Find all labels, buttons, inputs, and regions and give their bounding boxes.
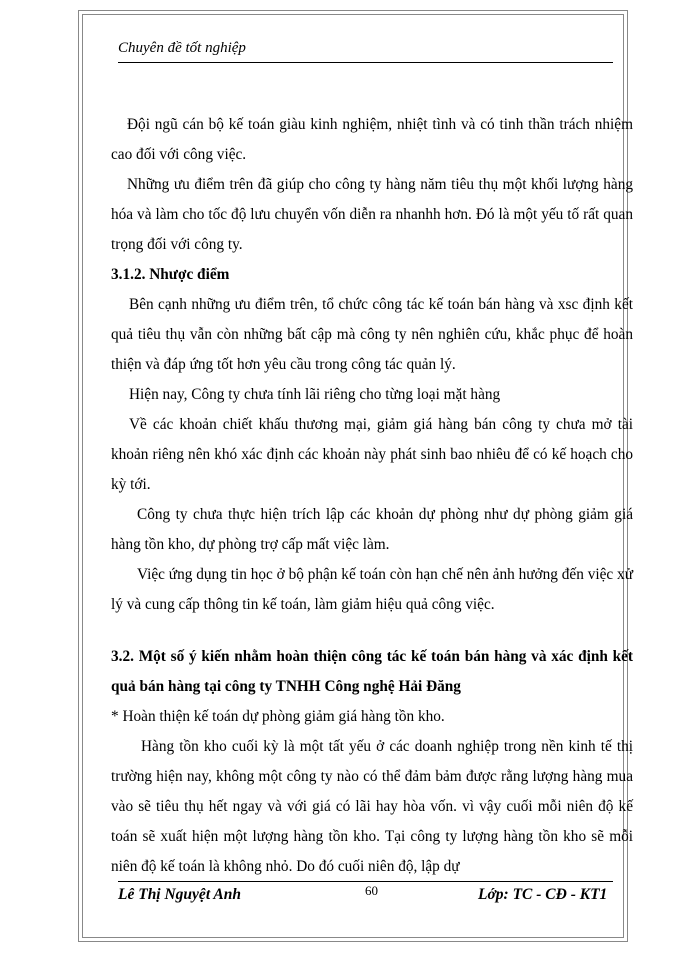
paragraph-provisions: Công ty chưa thực hiện trích lập các khoản dự phòng như dự phòng giảm giá hàng tồn kho, dự phòng trợ cấp mất việc làm. (111, 506, 633, 553)
footer-author: Lê Thị Nguyệt Anh (118, 886, 242, 903)
paragraph-inventory: Hàng tồn kho cuối kỳ là một tất yếu ở các doanh nghiệp trong nền kinh tế thị trường hiện nay, không một công ty nào có thể đảm bảm được rằng lượng hàng mua vào sẽ tiêu thụ hết ngay và với giá có lãi hay hòa vốn. vì vậy cuối mỗi niên độ kế toán sẽ xuất hiện một lượng hàng tồn kho. Tại công ty lượng hàng tồn kho sẽ mỗi niên độ kế toán là không nhỏ. Do đó cuối niên độ, lập dự (111, 738, 633, 875)
paragraph-profit-per-item: Hiện nay, Công ty chưa tính lãi riêng cho từng loại mặt hàng (129, 386, 501, 403)
section-heading-disadvantages: 3.1.2. Nhược điểm (111, 266, 230, 283)
page-number: 60 (365, 883, 378, 898)
bullet-inventory-provision: * Hoàn thiện kế toán dự phòng giảm giá hàng tồn kho. (111, 708, 445, 725)
paragraph-gap (111, 620, 633, 642)
paragraph-disadvantages-intro: Bên cạnh những ưu điểm trên, tổ chức công tác kế toán bán hàng và xsc định kết quả tiêu thụ vẫn còn những bất cập mà công ty nên nghiên cứu, khắc phục để hoàn thiện và đáp ứng tốt hơn yêu cầu trong công tác quản lý. (111, 296, 633, 373)
paragraph-it-application: Việc ứng dụng tin học ở bộ phận kế toán còn hạn chế nên ảnh hưởng đến việc xử lý và cung cấp thông tin kế toán, làm giảm hiệu quả công việc. (111, 566, 633, 613)
paragraph-discounts: Về các khoản chiết khấu thương mại, giảm giá hàng bán công ty chưa mở tài khoản riêng nên khó xác định các khoản này phát sinh bao nhiêu để có kế hoạch cho kỳ tới. (111, 416, 633, 493)
body-text (111, 110, 633, 882)
header-rule (118, 62, 613, 63)
paragraph-advantages-summary: Những ưu điểm trên đã giúp cho công ty hàng năm tiêu thụ một khối lượng hàng hóa và làm cho tốc độ lưu chuyển vốn diễn ra nhanhh hơn. Đó là một yếu tố rất quan trọng đối với công ty. (111, 176, 633, 253)
footer-rule (118, 881, 613, 882)
footer-class: Lớp: TC - CĐ - KT1 (478, 886, 608, 903)
paragraph-staff: Đội ngũ cán bộ kế toán giàu kinh nghiệm, nhiệt tình và có tinh thần trách nhiệm cao đối với công việc. (111, 116, 633, 163)
running-header: Chuyên đề tốt nghiệp (118, 40, 246, 56)
section-heading-recommendations: 3.2. Một số ý kiến nhằm hoàn thiện công tác kế toán bán hàng và xác định kết quả bán hàng tại công ty TNHH Công nghệ Hải Đăng (111, 648, 633, 695)
